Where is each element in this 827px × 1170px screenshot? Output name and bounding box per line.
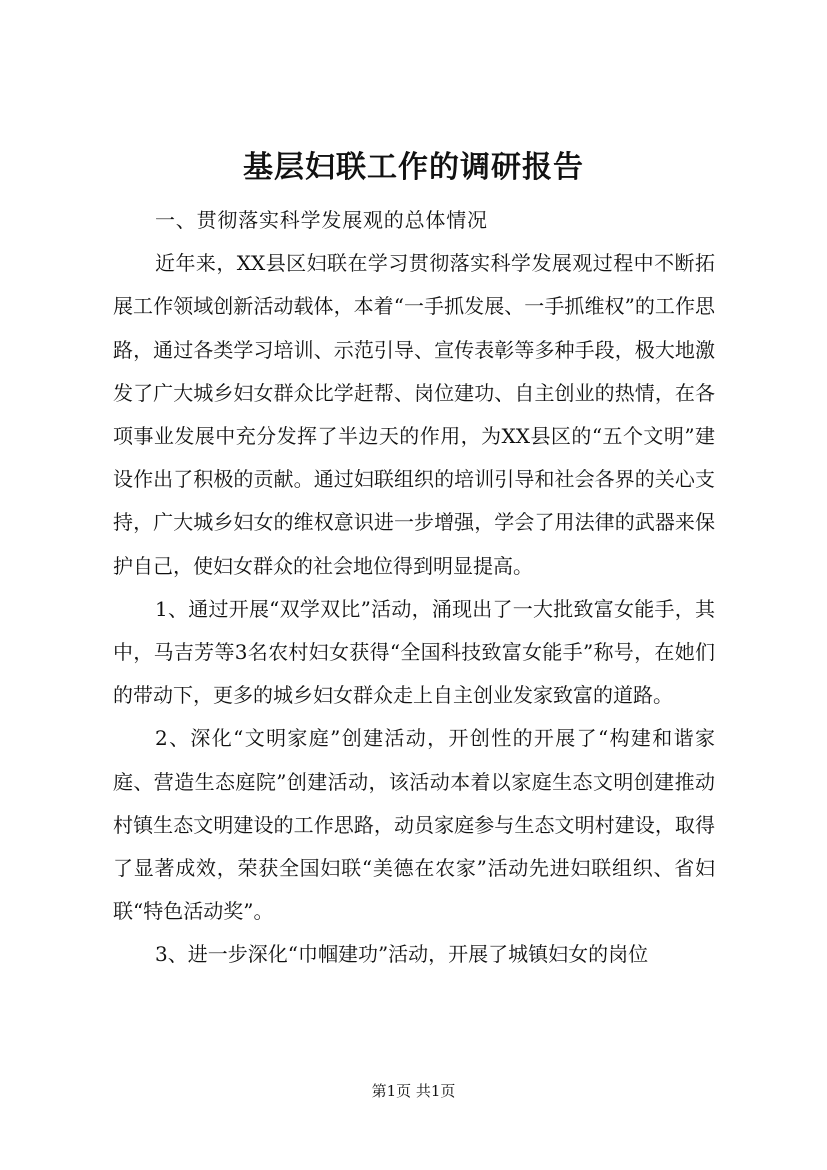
paragraph-item-3: 3、进一步深化“巾帼建功”活动，开展了城镇妇女的岗位: [155, 942, 649, 967]
section-heading: 一、贯彻落实科学发展观的总体情况: [155, 208, 488, 232]
paragraph-item-1: 1、通过开展“双学双比”活动，涌现出了一大批致富女能手，其中，马吉芳等3名农村妇女获得“全国科技致富女能手”称号，在她们的带动下，更多的城乡妇女群众走上自主创业发家致富的道路。: [113, 596, 715, 708]
page-footer: 第1页 共1页: [371, 1082, 456, 1100]
paragraph-item-2: 2、深化“文明家庭”创建活动，开创性的开展了“构建和谐家庭、营造生态庭院”创建活动，该活动本着以家庭生态文明创建推动村镇生态文明建设的工作思路，动员家庭参与生态文明村建设，取得了显著成效，荣获全国妇联“美德在农家”活动先进妇联组织、省妇联“特色活动奖”。: [113, 726, 715, 924]
paragraph-overview: 近年来，XX县区妇联在学习贯彻落实科学发展观过程中不断拓展工作领域创新活动载体，本着“一手抓发展、一手抓维权”的工作思路，通过各类学习培训、示范引导、宣传表彰等多种手段，极大地激发了广大城乡妇女群众比学赶帮、岗位建功、自主创业的热情，在各项事业发展中充分发挥了半边天的作用，为XX县区的“五个文明”建设作出了积极的贡献。通过妇联组织的培训引导和社会各界的关心支持，广大城乡妇女的维权意识进一步增强，学会了用法律的武器来保护自己，使妇女群众的社会地位得到明显提高。: [113, 251, 715, 578]
document-title: 基层妇联工作的调研报告: [243, 150, 584, 185]
document-body: [113, 199, 715, 977]
